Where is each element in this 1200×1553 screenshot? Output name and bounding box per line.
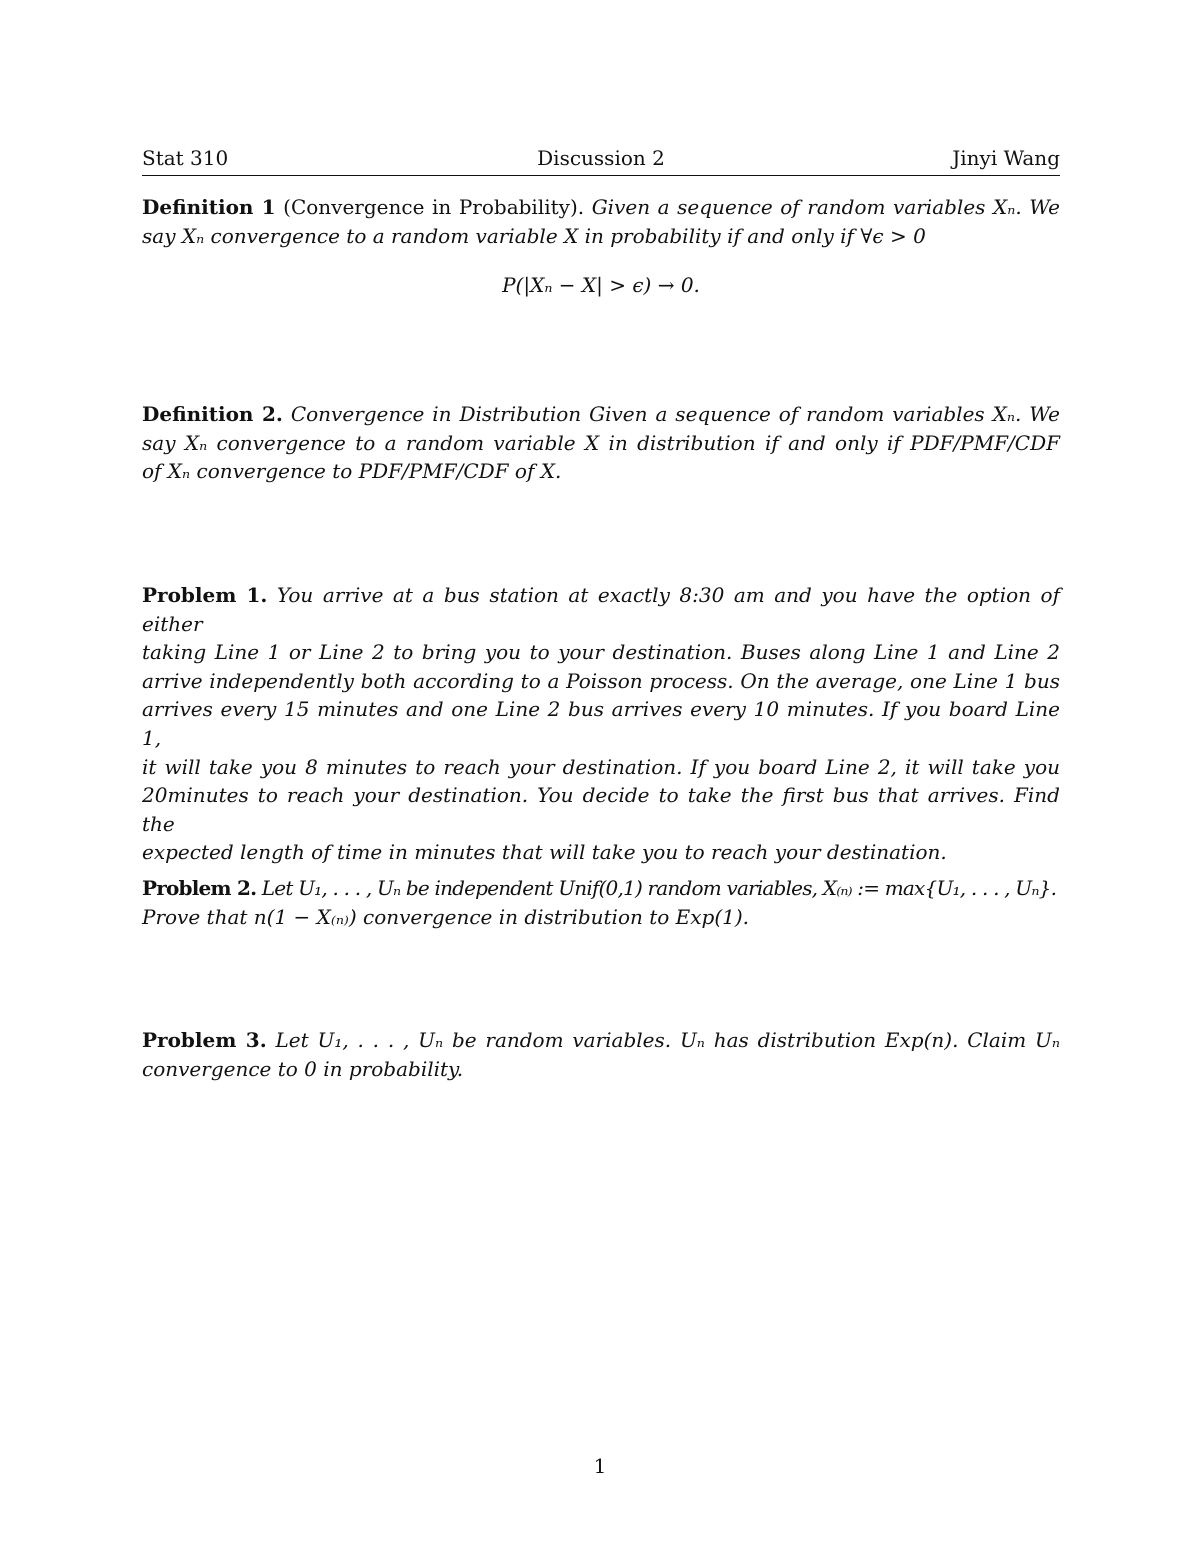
problem-1-text-5: it will take you 8 minutes to reach your destination. If you board Line 2, it will take you — [142, 754, 1060, 779]
problem-2 — [142, 874, 1060, 931]
definition-1-title: (Convergence in Probability). — [283, 195, 585, 219]
definition-2 — [142, 400, 1060, 486]
document-title: Discussion 2 — [537, 146, 665, 170]
problem-3 — [142, 1026, 1060, 1083]
definition-2-text-1: Convergence in Distribution Given a sequence of random variables Xₙ. We — [290, 402, 1060, 426]
definition-2-text-2: say Xₙ convergence to a random variable X in distribution if and only if PDF/PMF/CDF — [142, 430, 1060, 455]
definition-1-text-1: Given a sequence of random variables Xₙ. We — [591, 195, 1061, 219]
definition-2-line-1 — [142, 400, 1060, 429]
problem-2-text-1: Let U₁, . . . , Uₙ be independent Unif(0,1) random variables, X₍ₙ₎ := max{U₁, . . . , Uₙ}. — [261, 876, 1057, 900]
problem-1 — [142, 581, 1060, 867]
problem-1-line-1 — [142, 581, 1060, 638]
author-name: Jinyi Wang — [952, 146, 1060, 170]
definition-1-line-1 — [142, 193, 1060, 222]
problem-1-text-4: arrives every 15 minutes and one Line 2 bus arrives every 10 minutes. If you board Line 1, — [142, 697, 1060, 750]
definition-2-text-3: of Xₙ convergence to PDF/PMF/CDF of X. — [142, 459, 562, 484]
problem-3-line-1 — [142, 1026, 1060, 1055]
course-name: Stat 310 — [142, 146, 229, 170]
problem-1-text-3: arrive independently both according to a Poisson process. On the average, one Line 1 bus — [142, 668, 1060, 693]
problem-3-text-2: convergence to 0 in probability. — [142, 1056, 464, 1081]
problem-2-text-2: Prove that n(1 − X₍ₙ₎) convergence in distribution to Exp(1). — [142, 904, 750, 929]
problem-1-label: Problem 1. — [142, 583, 268, 607]
page-number: 1 — [593, 1454, 607, 1478]
problem-3-text-1: Let U₁, . . . , Uₙ be random variables. Uₙ has distribution Exp(n). Claim Uₙ — [275, 1028, 1060, 1052]
problem-1-text-6: 20minutes to reach your destination. You decide to take the first bus that arrives. Find the — [142, 783, 1060, 836]
problem-1-text-2: taking Line 1 or Line 2 to bring you to your destination. Buses along Line 1 and Line 2 — [142, 640, 1060, 665]
definition-2-label: Definition 2. — [142, 402, 283, 426]
problem-1-text-7: expected length of time in minutes that will take you to reach your destination. — [142, 840, 947, 865]
definition-1-text-2: say Xₙ convergence to a random variable X in probability if and only if ∀ϵ > 0 — [142, 223, 926, 248]
definition-1-label: Definition 1 — [142, 195, 276, 219]
problem-2-line-1 — [142, 874, 1060, 903]
problem-3-label: Problem 3. — [142, 1028, 267, 1052]
problem-2-label: Problem 2. — [142, 876, 257, 900]
definition-1-equation: P(|Xₙ − X| > ϵ) → 0. — [502, 273, 700, 297]
problem-1-text-1: You arrive at a bus station at exactly 8:30 am and you have the option of either — [142, 583, 1060, 636]
page-header — [142, 145, 1060, 176]
definition-1 — [142, 193, 1060, 250]
